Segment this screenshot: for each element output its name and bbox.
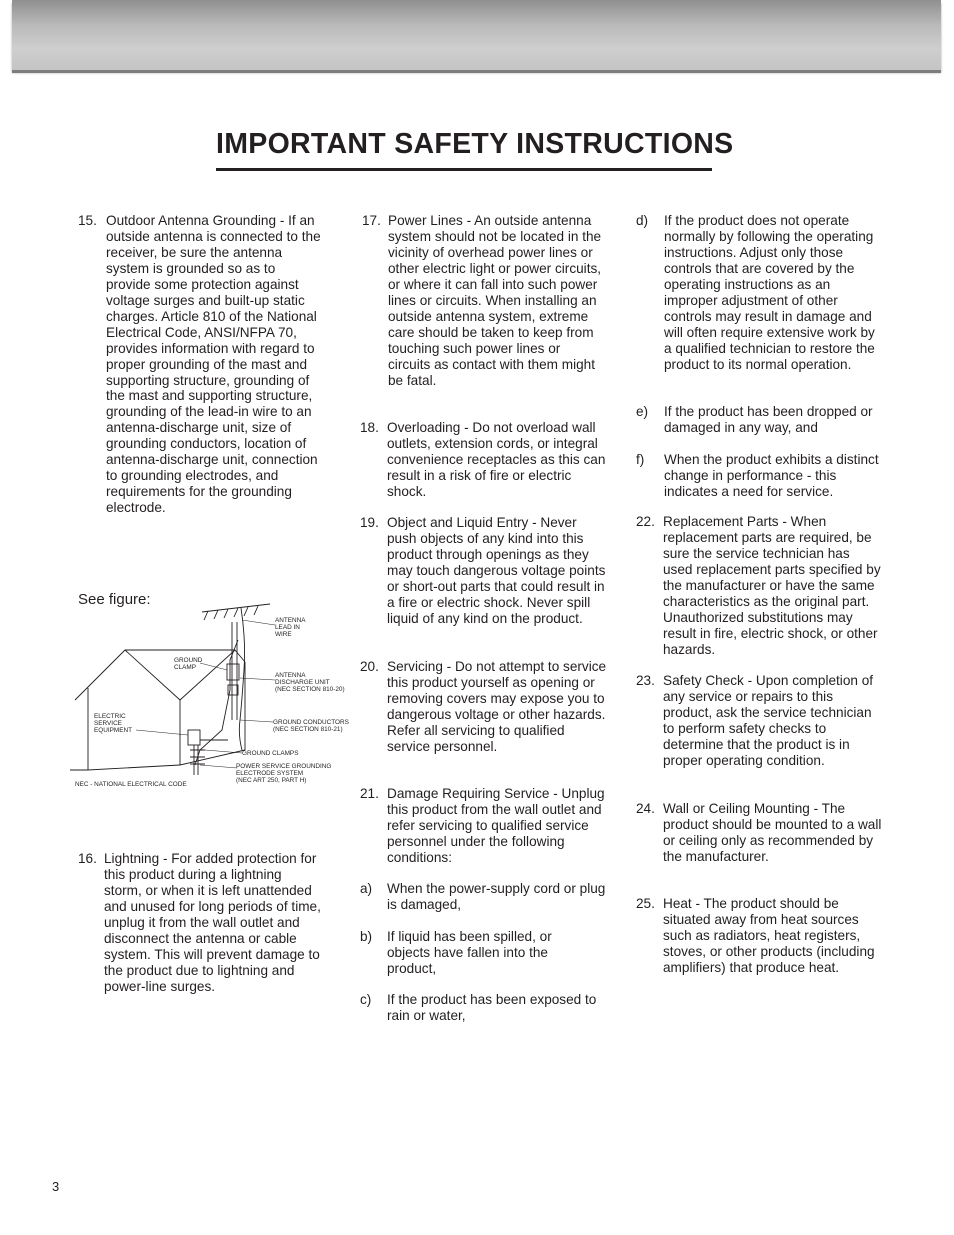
label-antenna-lead-2: LEAD IN [275, 624, 300, 631]
item-number: 24. [636, 801, 655, 816]
item-text: Wall or Ceiling Mounting - The product should be mounted to a wall or ceiling only as recommended by the manufacturer. [663, 801, 882, 864]
title-underline [216, 168, 712, 171]
page-number: 3 [52, 1179, 60, 1194]
label-discharge-unit: ANTENNA [275, 672, 306, 679]
item-number: 19. [360, 515, 379, 530]
item-text: Object and Liquid Entry - Never push objects of any kind into this product through openings as they may touch dangerous voltage points or short-out parts that could result in a fire or electric shock. Never spill liquid of any kind on the product. [387, 515, 606, 626]
label-ground-conductors-2: (NEC SECTION 810-21) [273, 726, 343, 733]
item-text: Overloading - Do not overload wall outlets, extension cords, or integral convenience receptacles as this can result in a risk of fire or electric shock. [387, 420, 606, 499]
item-text: Damage Requiring Service - Unplug this product from the wall outlet and refer servicing to qualified service personnel under the following conditions: [387, 786, 605, 865]
item-letter: a) [360, 881, 373, 896]
item-letter: b) [360, 929, 373, 944]
item-letter: f) [636, 452, 645, 467]
item-text: Replacement Parts - When replacement parts are required, be sure the service technician has used replacement parts specified by the manufacturer or have the same characteristics as the original part. Unauthorized substitutions may result in fire, electric shock, or other hazards. [663, 514, 881, 657]
item-text: When the product exhibits a distinct change in performance - this indicates a need for service. [664, 452, 879, 499]
item-letter: c) [360, 992, 372, 1007]
label-ground-clamp-2: CLAMP [174, 664, 197, 671]
item-number: 23. [636, 673, 655, 688]
label-ground-clamps: GROUND CLAMPS [242, 750, 299, 757]
item-number: 17. [362, 213, 381, 228]
item-number: 16. [78, 851, 97, 866]
label-discharge-unit-2: DISCHARGE UNIT [275, 679, 330, 686]
header-bar [12, 0, 941, 70]
item-text: If the product has been exposed to rain or water, [387, 992, 597, 1023]
item-letter: d) [636, 213, 649, 228]
item-number: 22. [636, 514, 655, 529]
item-number: 18. [360, 420, 379, 435]
item-text: If the product has been dropped or damaged in any way, and [664, 404, 873, 435]
page-title: IMPORTANT SAFETY INSTRUCTIONS [216, 128, 734, 160]
label-antenna-lead-3: WIRE [275, 631, 292, 638]
item-number: 21. [360, 786, 379, 801]
antenna-grounding-diagram [70, 600, 370, 795]
label-electric-service-3: EQUIPMENT [94, 727, 132, 734]
item-text: Servicing - Do not attempt to service this product yourself as opening or removing covers may expose you to dangerous voltage or other hazards. Refer all servicing to qualified service personnel. [387, 659, 607, 754]
item-text: Power Lines - An outside antenna system should not be located in the vicinity of overhead power lines or other electric light or power circuits, or where it can fall into such power lines or circuits. When installing an outside antenna system, extreme care should be taken to keep from touching such power lines or circuits as contact with them might be fatal. [388, 213, 602, 388]
item-text: When the power-supply cord or plug is damaged, [387, 881, 606, 912]
item-text: If the product does not operate normally by following the operating instructions. Adjust only those controls that are covered by the operating instructions as an improper adjustment of other controls may result in damage and will often require extensive work by a qualified technician to restore the product to its normal operation. [664, 213, 875, 372]
label-nec: NEC - NATIONAL ELECTRICAL CODE [75, 781, 187, 788]
item-text: Heat - The product should be situated away from heat sources such as radiators, heat registers, stoves, or other products (including amplifiers) that produce heat. [663, 896, 875, 975]
item-text: Lightning - For added protection for this product during a lightning storm, or when it is left unattended and unused for long periods of time, unplug it from the wall outlet and disconnect the antenna or cable system. This will prevent damage to the product due to lightning and power-line surges. [104, 851, 321, 994]
label-ground-clamp: GROUND [174, 657, 203, 664]
item-letter: e) [636, 404, 649, 419]
item-text: Outdoor Antenna Grounding - If an outside antenna is connected to the receiver, be sure the antenna system is grounded so as to provide some protection against voltage surges and built-up static charges. Article 810 of the National Electrical Code, ANSI/NFPA 70, provides information with regard to proper grounding of the mast and supporting structure, grounding of the mast and supporting structure, grounding of the lead-in wire to an antenna-discharge unit, size of grounding conductors, location of antenna-discharge unit, connection to grounding electrodes, and requirements for the grounding electrode. [106, 213, 321, 516]
item-number: 20. [360, 659, 379, 674]
label-power-service-3: (NEC ART 250, PART H) [236, 777, 307, 784]
label-electric-service: ELECTRIC [94, 713, 126, 720]
item-number: 25. [636, 896, 655, 911]
label-power-service-2: ELECTRODE SYSTEM [236, 770, 304, 777]
see-figure-label: See figure: [78, 591, 151, 608]
label-electric-service-2: SERVICE [94, 720, 122, 727]
item-text: If liquid has been spilled, or objects have fallen into the product, [387, 929, 552, 976]
item-number: 15. [78, 213, 97, 228]
label-ground-conductors: GROUND CONDUCTORS [273, 719, 349, 726]
label-discharge-unit-3: (NEC SECTION 810-20) [275, 686, 345, 693]
label-power-service: POWER SERVICE GROUNDING [236, 763, 332, 770]
item-text: Safety Check - Upon completion of any service or repairs to this product, ask the service technician to perform safety checks to determine that the product is in proper operating condition. [663, 673, 874, 768]
label-antenna-lead: ANTENNA [275, 617, 306, 624]
